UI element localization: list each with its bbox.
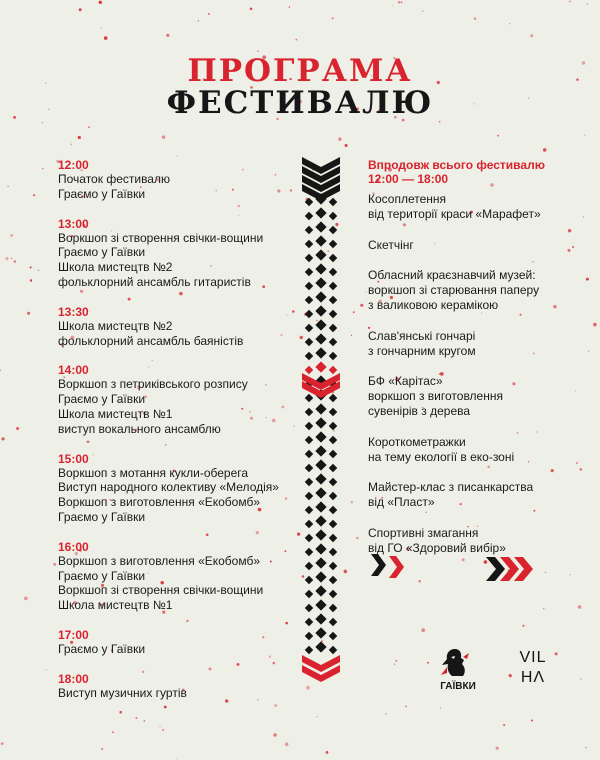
all-day-line: Майстер-клас з писанкарства [368,480,534,495]
all-day-line: воркшоп з виготовлення [368,389,503,404]
schedule-line: Граємо у Гаївки [58,509,146,524]
schedule-line: Воркшоп з виготовлення «Екобомб» [58,495,261,510]
all-day-line: від території краси «Марафет» [368,206,541,221]
vilna-logo-top: VIL [519,649,547,666]
schedule-line: Школа мистецтв №2 [58,260,173,275]
all-day-line: БФ «Карітас» [368,374,443,389]
all-day-item [368,268,588,312]
page-title-line1: ПРОГРАМА [187,53,413,89]
schedule-time: 18:00 [58,671,89,686]
schedule-time: 13:30 [58,304,89,319]
all-day-list [368,158,588,572]
all-day-line: від «Пласт» [368,495,435,510]
schedule-line: Граємо у Гаївки [58,392,146,407]
all-day-line: Спортивні змагання [368,525,479,540]
all-day-line: воркшоп зі старювання паперу [368,283,540,298]
schedule-line: Школа мистецтв №2 [58,318,173,333]
all-day-item [368,374,588,418]
all-day-line: сувенірів з дерева [368,403,471,418]
all-day-heading: Впродовж всього фестивалю [368,158,545,172]
schedule-line: фольклорний ансамбль баяністів [58,333,244,348]
schedule-line: Воркшоп з петриківського розпису [58,377,248,392]
schedule-time: 12:00 [58,158,89,172]
all-day-line: з валиковою керамікою [368,297,499,312]
schedule-time: 16:00 [58,539,89,554]
schedule-block [58,158,298,202]
all-day-item [368,480,588,510]
all-day-line: з гончарним кругом [368,343,476,358]
schedule-block [58,363,298,436]
schedule-block [58,672,298,701]
all-day-item [368,238,588,253]
all-day-line: Косоплетення [368,192,447,206]
schedule-line: фольклорний ансамбль гитаристів [58,274,251,289]
schedule-time: 17:00 [58,627,89,642]
schedule-line: Школа мистецтв №1 [58,598,173,613]
schedule-time: 13:00 [58,216,89,231]
all-day-item [368,435,588,465]
schedule-block [58,452,298,525]
vilna-logo-icon [510,646,556,686]
schedule-line: Воркшоп з мотання кукли-оберега [58,465,249,480]
embroidery-ornament [300,155,342,685]
all-day-line: Обласний краєзнавчий музей: [368,268,536,283]
schedule-time: 15:00 [58,451,89,466]
schedule-block [58,628,298,657]
schedule-line: Граємо у Гаївки [58,186,146,201]
schedule-list [58,158,298,716]
schedule-line: Школа мистецтв №1 [58,406,173,421]
all-day-line: на тему екології в еко-зоні [368,449,515,464]
all-day-line: Слав'янські гончарі [368,328,476,343]
vilna-logo-bottom: НΛ [520,669,546,686]
all-day-line: Короткометражки [368,434,466,449]
gaivky-logo-text: ГАЇВКИ [440,681,476,692]
arrows-small-icon [371,552,411,580]
all-day-item [368,329,588,359]
arrows-large-icon [486,555,536,583]
schedule-line: Граємо у Гаївки [58,568,146,583]
schedule-block [58,305,298,349]
page-title-line2: ФЕСТИВАЛЮ [166,85,434,121]
schedule-line: виступ вокального ансамблю [58,421,221,436]
all-day-line: Скетчінг [368,237,414,252]
schedule-line: Воркшоп зі створення свічки-вощини [58,230,264,245]
schedule-time: 14:00 [58,363,89,378]
gaivky-logo-icon [433,643,483,693]
all-day-line: від ГО «Здоровий вибір» [368,540,506,555]
all-day-time: 12:00 — 18:00 [368,172,449,186]
schedule-line: Початок фестивалю [58,172,170,186]
schedule-line: Граємо у Гаївки [58,641,146,656]
schedule-line: Виступ народного колективу «Мелодія» [58,480,279,495]
schedule-line: Воркшоп з виготовлення «Екобомб» [58,553,261,568]
schedule-block [58,217,298,290]
schedule-line: Граємо у Гаївки [58,245,146,260]
schedule-line: Воркшоп зі створення свічки-вощини [58,583,264,598]
schedule-block [58,540,298,613]
schedule-line: Виступ музичних гуртів [58,685,187,700]
all-day-item [368,192,588,222]
